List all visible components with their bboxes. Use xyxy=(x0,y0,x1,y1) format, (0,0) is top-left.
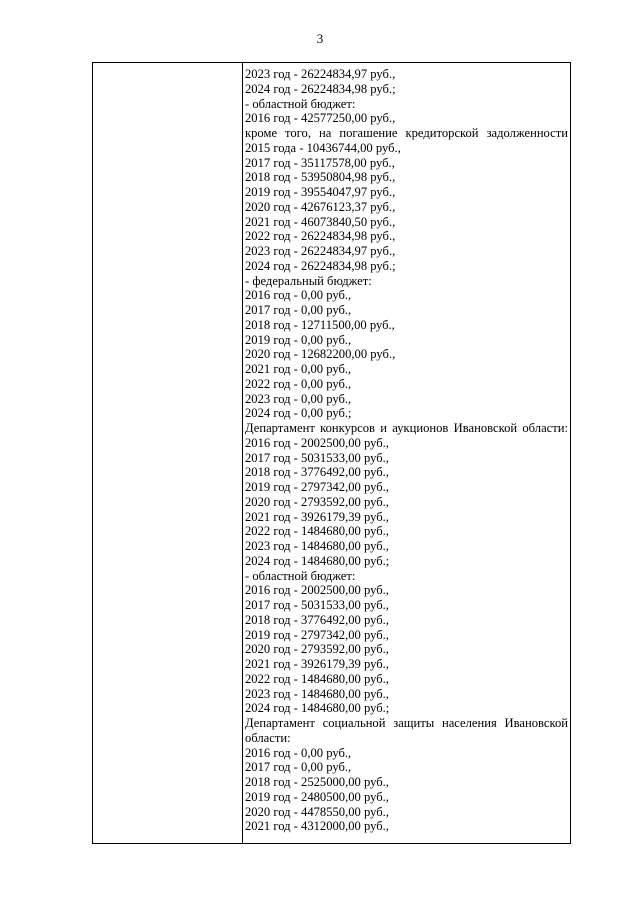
text-line: области: xyxy=(245,730,291,745)
text-line: 2016 год - 0,00 руб., xyxy=(245,288,352,303)
text-line: 2023 год - 26224834,97 руб., xyxy=(245,67,396,81)
text-line: 2024 год - 0,00 руб.; xyxy=(245,406,352,421)
text-line: 2021 год - 0,00 руб., xyxy=(245,362,352,376)
text-line: 2023 год - 1484680,00 руб., xyxy=(245,686,389,701)
text-line: 2016 год - 42577250,00 руб., xyxy=(245,111,396,126)
text-line: 2019 год - 2480500,00 руб., xyxy=(245,789,389,804)
text-line: 2016 год - 2002500,00 руб., xyxy=(245,435,389,450)
text-line: 2023 год - 26224834,97 руб., xyxy=(245,244,396,258)
text-line: 2020 год - 2793592,00 руб., xyxy=(245,642,389,657)
text-line: 2019 год - 0,00 руб., xyxy=(245,332,352,347)
text-line: 2018 год - 2525000,00 руб., xyxy=(245,775,389,789)
text-line: - областной бюджет: xyxy=(245,568,356,583)
text-line: 2024 год - 1484680,00 руб.; xyxy=(245,701,390,716)
text-line: 2019 год - 2797342,00 руб., xyxy=(245,480,389,494)
text-line: 2019 год - 2797342,00 руб., xyxy=(245,627,389,642)
text-line: 2017 год - 5031533,00 руб., xyxy=(245,598,389,612)
text-line: 2024 год - 1484680,00 руб.; xyxy=(245,553,390,568)
text-line: 2021 год - 4312000,00 руб., xyxy=(245,819,389,834)
text-line: 2018 год - 3776492,00 руб., xyxy=(245,465,389,480)
text-line: - федеральный бюджет: xyxy=(245,273,372,288)
text-line: 2021 год - 46073840,50 руб., xyxy=(245,214,396,229)
text-line: 2017 год - 0,00 руб., xyxy=(245,760,352,775)
text-line: 2024 год - 26224834,98 руб.; xyxy=(245,258,396,273)
text-line: 2022 год - 1484680,00 руб., xyxy=(245,524,389,539)
page-number: 3 xyxy=(316,31,324,46)
text-line: 2017 год - 5031533,00 руб., xyxy=(245,450,389,465)
funding-table xyxy=(92,62,571,844)
text-line: 2021 год - 3926179,39 руб., xyxy=(245,509,389,524)
text-line: 2022 год - 26224834,98 руб., xyxy=(245,229,396,244)
text-line: 2022 год - 0,00 руб., xyxy=(245,376,352,391)
text-line: 2017 год - 35117578,00 руб., xyxy=(245,155,395,170)
text-line: 2018 год - 12711500,00 руб., xyxy=(245,317,395,332)
text-line: 2015 года - 10436744,00 руб., xyxy=(245,140,401,155)
text-line: 2020 год - 2793592,00 руб., xyxy=(245,494,389,509)
text-line: 2020 год - 4478550,00 руб., xyxy=(245,804,389,819)
text-line: Департамент конкурсов и аукционов Ивановской области: xyxy=(245,421,568,435)
text-line: 2018 год - 53950804,98 руб., xyxy=(245,170,396,185)
text-line: 2016 год - 2002500,00 руб., xyxy=(245,583,389,598)
text-line: - областной бюджет: xyxy=(245,96,356,111)
text-line: 2023 год - 1484680,00 руб., xyxy=(245,539,389,553)
table-left-cell xyxy=(93,63,243,843)
text-line: 2016 год - 0,00 руб., xyxy=(245,745,352,760)
text-line: 2020 год - 42676123,37 руб., xyxy=(245,199,396,214)
text-line: 2024 год - 26224834,98 руб.; xyxy=(245,81,396,96)
text-line: кроме того, на погашение кредиторской задолженности xyxy=(245,126,568,140)
text-line: 2017 год - 0,00 руб., xyxy=(245,303,352,317)
text-line: 2020 год - 12682200,00 руб., xyxy=(245,347,396,362)
text-line: 2018 год - 3776492,00 руб., xyxy=(245,612,389,627)
text-line: 2023 год - 0,00 руб., xyxy=(245,391,352,406)
text-line: 2021 год - 3926179,39 руб., xyxy=(245,657,389,671)
table-right-cell xyxy=(243,63,570,843)
text-line: 2022 год - 1484680,00 руб., xyxy=(245,671,389,686)
text-line: 2019 год - 39554047,97 руб., xyxy=(245,185,396,199)
text-line: Департамент социальной защиты населения Ивановской xyxy=(245,716,568,730)
